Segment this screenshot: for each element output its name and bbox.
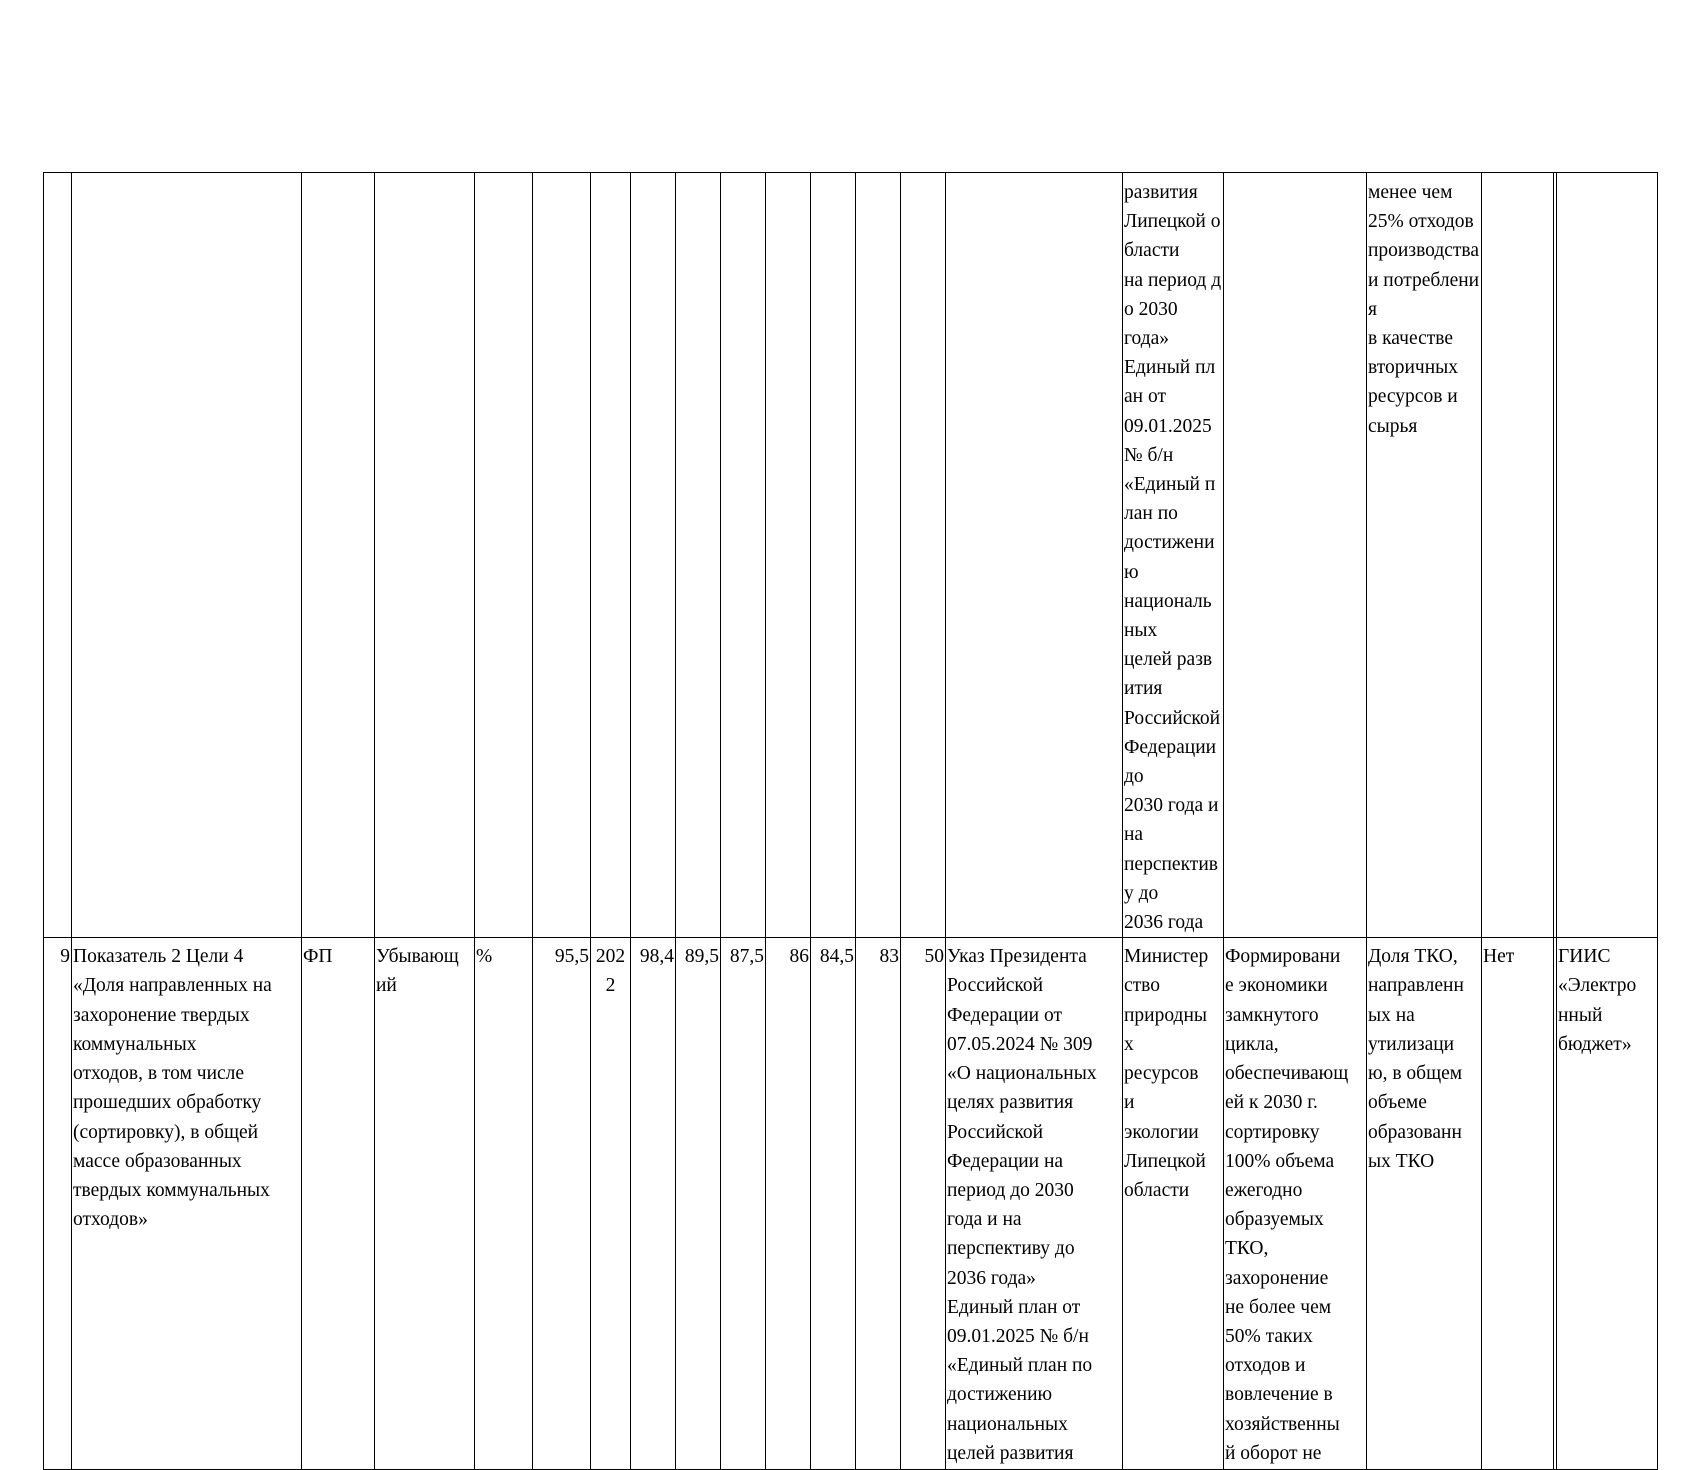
cell-document: Указ Президента Российской Федерации от 07.05.2024 № 309 «О национальных целях развития Российской Федерации на период до 2030 года и на перспективу до 2036 года» Единый план от 09.01.2025 № б/н «Единый план по достижению национальных целей развития [946, 938, 1123, 1470]
cell-flag [1482, 173, 1554, 938]
cell-year-value: 84,5 [811, 938, 856, 1470]
cell-flag: Нет [1482, 938, 1554, 1470]
cell-responsible: Министер ство природны х ресурсов и экологии Липецкой области [1123, 938, 1224, 1470]
cell-year-value: 98,4 [631, 938, 676, 1470]
cell-info-system: ГИИС «Электро нный бюджет» [1557, 938, 1658, 1470]
cell-document [946, 173, 1123, 938]
cell-year-value: 87,5 [721, 938, 766, 1470]
cell-trend: Убывающ ий [375, 938, 475, 1470]
cell-indicator-name [72, 173, 302, 938]
cell-year-value [721, 173, 766, 938]
cell-base-year: 202 2 [591, 938, 631, 1470]
cell-linked-indicator: Доля ТКО, направленн ых на утилизаци ю, в общем объеме образованн ых ТКО [1367, 938, 1482, 1470]
cell-year-value: 83 [856, 938, 901, 1470]
table-row [44, 938, 1658, 1470]
cell-year-value [676, 173, 721, 938]
cell-year-value [856, 173, 901, 938]
cell-unit: % [475, 938, 533, 1470]
cell-indicator-name: Показатель 2 Цели 4 «Доля направленных на захоронение твердых коммунальных отходов, в том числе прошедших обработку (сортировку), в общей массе образованных твердых коммунальных отходов» [72, 938, 302, 1470]
cell-year-value: 50 [901, 938, 946, 1470]
cell-unit [475, 173, 533, 938]
cell-info-system [1557, 173, 1658, 938]
cell-base-value: 95,5 [533, 938, 591, 1470]
cell-trend [375, 173, 475, 938]
cell-number [44, 173, 72, 938]
cell-level: ФП [302, 938, 375, 1470]
cell-year-value [901, 173, 946, 938]
cell-year-value [766, 173, 811, 938]
cell-year-value [631, 173, 676, 938]
cell-national-goal [1224, 173, 1367, 938]
cell-national-goal: Формировани е экономики замкнутого цикла, обеспечивающ ей к 2030 г. сортировку 100% объема ежегодно образуемых ТКО, захоронение не более чем 50% таких отходов и вовлечение в хозяйственны й оборот не [1224, 938, 1367, 1470]
cell-level [302, 173, 375, 938]
cell-responsible: развития Липецкой области на период до 2030 года» Единый план от 09.01.2025 № б/н «Единый план по достижению национальных целей развития Российской Федерации до 2030 года и на перспективу до 2036 года [1123, 173, 1224, 938]
cell-base-year [591, 173, 631, 938]
indicator-table [43, 172, 1658, 1470]
cell-year-value: 86 [766, 938, 811, 1470]
cell-number: 9 [44, 938, 72, 1470]
cell-linked-indicator: менее чем 25% отходов производства и потребления в качестве вторичных ресурсов и сырья [1367, 173, 1482, 938]
cell-base-value [533, 173, 591, 938]
cell-year-value: 89,5 [676, 938, 721, 1470]
table-row [44, 173, 1658, 938]
cell-year-value [811, 173, 856, 938]
